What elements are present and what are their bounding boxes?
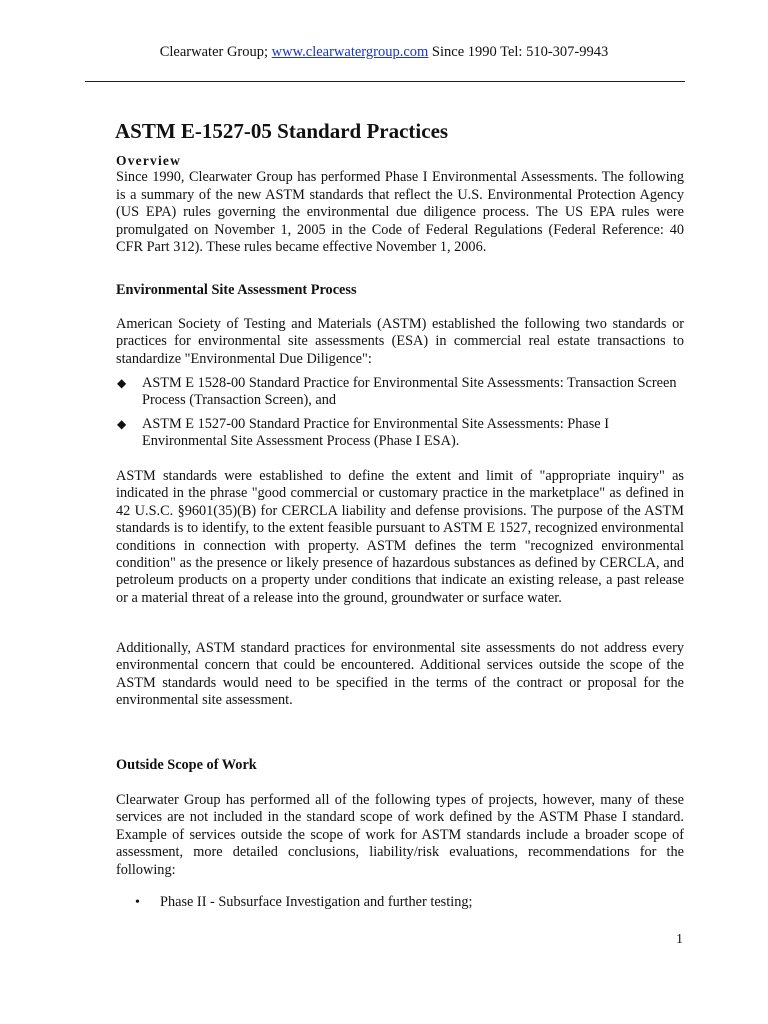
list-item xyxy=(117,416,684,451)
document-title: ASTM E-1527-05 Standard Practices xyxy=(115,119,449,143)
overview-section xyxy=(116,152,684,256)
overview-heading: Overview xyxy=(116,153,182,168)
page-number: 1 xyxy=(676,932,683,947)
header-since-tel: Since 1990 Tel: 510-307-9943 xyxy=(431,44,609,60)
esa-bullet-list xyxy=(117,375,684,457)
scope-heading: Outside Scope of Work xyxy=(116,757,257,773)
scope-intro: Clearwater Group has performed all of the following types of projects, however, many of these services are not included in the standard scope of work defined by the ASTM Phase I standard. Example of services outside the scope of work for ASTM standards include a broader scope of assessment, more detailed conclusions, liability/risk evaluations, recommendations for the following: xyxy=(116,792,684,878)
esa-paragraph-2: Additionally, ASTM standard practices for environmental site assessments do not address every environmental concern that could be encountered. Additional services outside the scope of the ASTM standards would need to be specified in the terms of the contract or proposal for the environmental site assessment. xyxy=(116,640,684,709)
list-item xyxy=(117,375,684,410)
diamond-bullet-icon: ◆ xyxy=(117,416,127,431)
overview-text: Since 1990, Clearwater Group has performed Phase I Environmental Assessments. The following is a summary of the new ASTM standards that reflect the U.S. Environmental Protection Agency (US EPA) rules governing the environmental due diligence process. The US EPA rules were promulgated on November 1, 2005 in the Code of Federal Regulations (Federal Reference: 40 CFR Part 312). These rules became effective November 1, 2006. xyxy=(116,169,684,256)
dot-bullet-icon: • xyxy=(135,895,140,910)
diamond-bullet-icon: ◆ xyxy=(117,376,127,390)
esa-heading: Environmental Site Assessment Process xyxy=(116,282,357,298)
esa-intro: American Society of Testing and Materials (ASTM) established the following two standards or practices for environmental site assessments (ESA) in commercial real estate transactions to standardize "Environmental Due Diligence": xyxy=(116,316,684,367)
list-item xyxy=(135,894,675,911)
esa-paragraph-1: ASTM standards were established to define the extent and limit of "appropriate inquiry" as indicated in the phrase "good commercial or customary practice in the marketplace" as defined in 42 U.S.C. §9601(35)(B) for CERCLA liability and defense provisions. The purpose of the ASTM standards is to identify, to the extent feasible pursuant to ASTM E 1527, recognized environmental conditions in connection with property. ASTM defines the term "recognized environmental condition" as the presence or likely presence of hazardous substances as defined by CERCLA, and petroleum products on a property under conditions that indicate an existing release, a past release or a material threat of a release into the ground, groundwater or surface water. xyxy=(116,468,684,606)
header-divider xyxy=(85,81,685,82)
scope-bullet-list xyxy=(135,894,675,917)
bullet-text: ASTM E 1528-00 Standard Practice for Environmental Site Assessments: Transaction Screen Process (Transaction Screen), and xyxy=(142,375,677,409)
page-header xyxy=(0,44,768,61)
header-website-link[interactable]: www.clearwatergroup.com xyxy=(271,44,429,60)
bullet-text: Phase II - Subsurface Investigation and further testing; xyxy=(160,894,473,910)
header-company: Clearwater Group; xyxy=(159,44,269,60)
bullet-text: ASTM E 1527-00 Standard Practice for Environmental Site Assessments: Phase I Environmental Site Assessment Process (Phase I ESA). xyxy=(142,415,609,450)
